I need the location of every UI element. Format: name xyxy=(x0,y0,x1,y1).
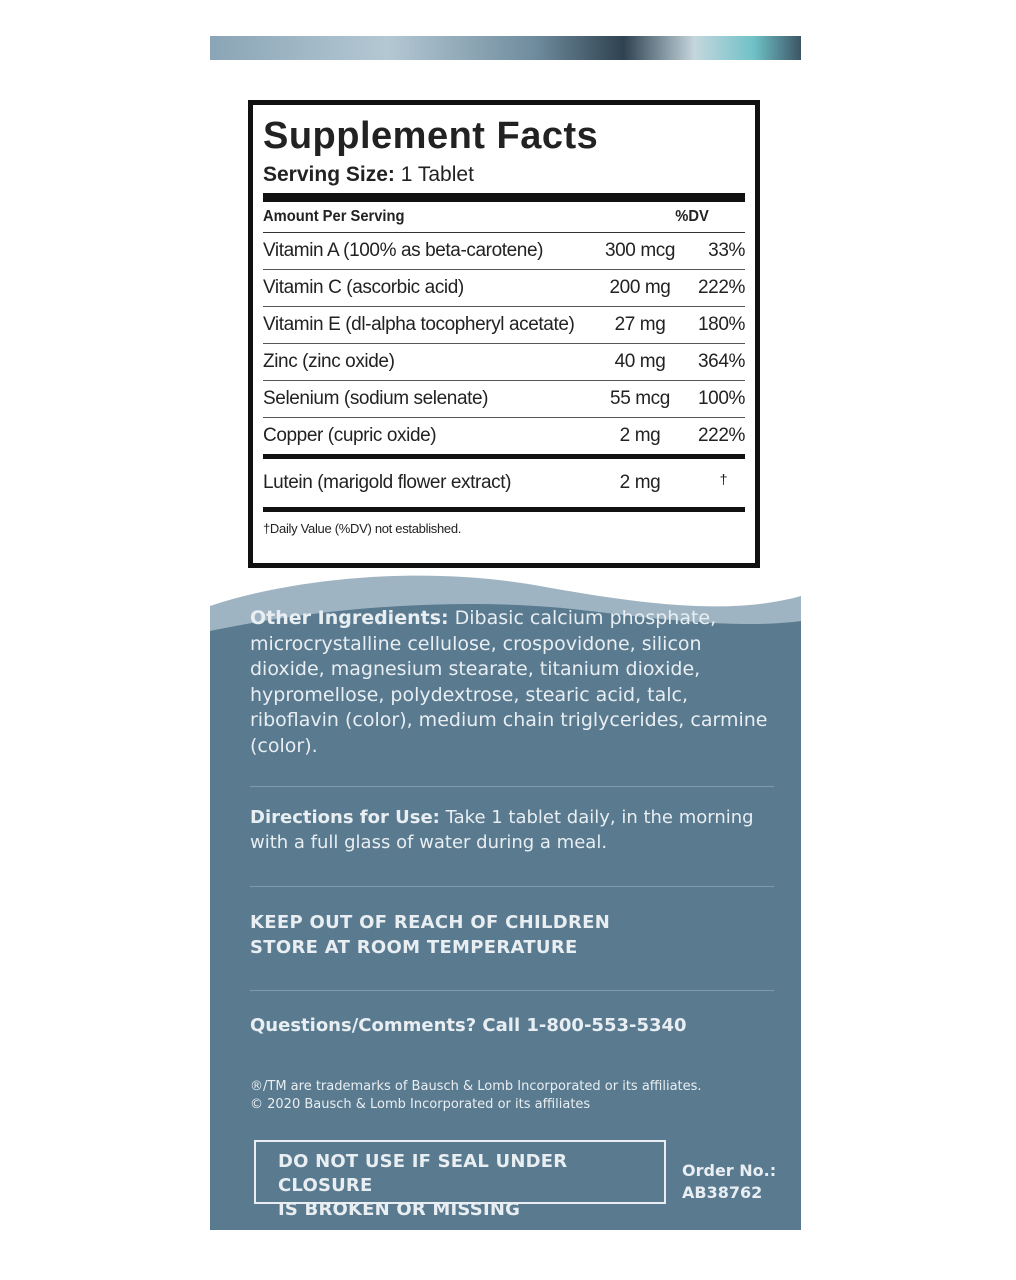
divider-1 xyxy=(250,786,774,787)
seal-warning-line1: DO NOT USE IF SEAL UNDER CLOSURE xyxy=(278,1151,568,1196)
other-ingredients xyxy=(250,606,770,759)
nutrient-amount: 2 mg xyxy=(619,425,661,446)
nutrient-row xyxy=(263,233,745,269)
nutrient-amount: 200 mg xyxy=(609,277,671,298)
facts-header-row xyxy=(263,202,742,232)
seal-warning-line2: IS BROKEN OR MISSING xyxy=(278,1199,521,1220)
ingredients-label: Other Ingredients: xyxy=(250,607,449,629)
nutrient-amount: 2 mg xyxy=(619,472,661,493)
dv-header: %DV xyxy=(675,208,709,225)
warning-children: KEEP OUT OF REACH OF CHILDREN xyxy=(250,912,611,933)
nutrient-dv: 364% xyxy=(698,351,745,372)
ingredients-text: Dibasic calcium phosphate, microcrystalline cellulose, crospovidone, silicon dioxide, magnesium stearate, titanium dioxide, hypromellose, polydextrose, stearic acid, talc, riboflavin (color), medium chain triglycerides, carmine (color). xyxy=(250,607,768,757)
nutrient-dv: 222% xyxy=(698,425,745,446)
thick-divider xyxy=(263,193,745,202)
nutrient-row xyxy=(263,269,745,306)
trademark-notice xyxy=(250,1078,790,1114)
nutrient-rows xyxy=(263,233,745,454)
nutrient-dv: 222% xyxy=(698,277,745,298)
divider-3 xyxy=(250,990,774,991)
trademark-line: ®/TM are trademarks of Bausch & Lomb Incorporated or its affiliates. xyxy=(250,1079,702,1094)
supplement-facts-panel xyxy=(248,100,760,568)
nutrient-dv: 100% xyxy=(698,388,745,409)
nutrient-amount: 40 mg xyxy=(614,351,666,372)
nutrient-name: Lutein (marigold flower extract) xyxy=(263,472,512,493)
order-label: Order No.: xyxy=(682,1161,777,1180)
directions xyxy=(250,806,770,855)
nutrient-row xyxy=(263,343,745,380)
order-value: AB38762 xyxy=(682,1183,763,1202)
nutrient-name: Vitamin A (100% as beta-carotene) xyxy=(263,240,544,261)
nutrient-amount: 27 mg xyxy=(614,314,666,335)
box-top-flap xyxy=(210,36,801,60)
nutrient-name: Vitamin C (ascorbic acid) xyxy=(263,277,464,298)
questions-contact: Questions/Comments? Call 1-800-553-5340 xyxy=(250,1015,687,1036)
serving-size-label: Serving Size: xyxy=(263,163,395,186)
storage-warnings xyxy=(250,910,770,960)
nutrient-row xyxy=(263,417,745,454)
nutrient-row xyxy=(263,306,745,343)
seal-warning-box xyxy=(254,1140,666,1220)
nutrient-dv: 180% xyxy=(698,314,745,335)
nutrient-row xyxy=(263,380,745,417)
serving-size-value: 1 Tablet xyxy=(400,163,474,186)
nutrient-row-lutein xyxy=(263,459,745,507)
amount-per-serving-header: Amount Per Serving xyxy=(263,208,405,225)
divider-2 xyxy=(250,886,774,887)
directions-text: Take 1 tablet daily, in the morning with a full glass of water during a meal. xyxy=(250,807,754,853)
warning-temperature: STORE AT ROOM TEMPERATURE xyxy=(250,937,578,958)
facts-title: Supplement Facts xyxy=(263,115,599,157)
nutrient-amount: 55 mcg xyxy=(610,388,670,409)
nutrient-name: Copper (cupric oxide) xyxy=(263,425,437,446)
copyright-line: © 2020 Bausch & Lomb Incorporated or its affiliates xyxy=(250,1097,591,1112)
nutrient-dv: † xyxy=(719,471,727,487)
nutrient-amount: 300 mcg xyxy=(604,240,676,261)
nutrient-name: Zinc (zinc oxide) xyxy=(263,351,395,372)
order-number xyxy=(682,1160,776,1204)
directions-label: Directions for Use: xyxy=(250,807,440,828)
nutrient-name: Selenium (sodium selenate) xyxy=(263,388,489,409)
serving-size xyxy=(263,161,745,189)
nutrient-dv: 33% xyxy=(708,240,745,261)
nutrient-name: Vitamin E (dl-alpha tocopheryl acetate) xyxy=(263,314,575,335)
facts-footnote: †Daily Value (%DV) not established. xyxy=(263,521,462,536)
